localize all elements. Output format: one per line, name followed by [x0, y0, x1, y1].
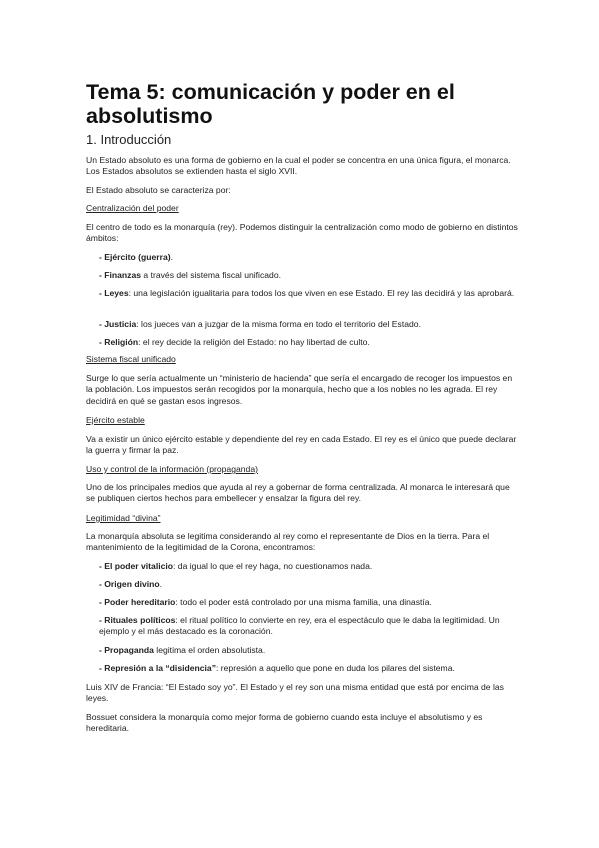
fiscal-paragraph: Surge lo que sería actualmente un “ministerio de hacienda” que sería el encargado de recoger los impuestos en la población. Los impuestos serán recogidos por la monarquía, hecho que a los nobles no les agrada. El rey decidirá en qué se gastan esos ingresos.	[86, 373, 513, 406]
list-item: - Represión a la “disidencia”: represión a aquello que pone en duda los pilares del sistema.	[99, 663, 455, 673]
list-item: - Ejército (guerra).	[99, 252, 174, 262]
intro-paragraph: Un Estado absoluto es una forma de gobierno en la cual el poder se concentra en una única figura, el monarca. Los Estados absolutos se extienden hasta el siglo XVII.	[86, 155, 511, 177]
list-item: - Poder hereditario: todo el poder está controlado por una misma familia, una dinastía.	[99, 597, 432, 607]
subheading-ejercito: Ejército estable	[86, 415, 145, 425]
intro-line: El Estado absoluto se caracteriza por:	[86, 185, 231, 195]
informacion-paragraph: Uno de los principales medios que ayuda al rey a gobernar de forma centralizada. Al monarca le interesará que se publiquen ciertos hechos para embellecer y ensalzar la figura del rey.	[86, 482, 510, 504]
list-item: - El poder vitalicio: da igual lo que el rey haga, no cuestionamos nada.	[99, 561, 373, 571]
subheading-informacion: Uso y control de la información (propaganda)	[86, 464, 258, 474]
bossuet-paragraph: Bossuet considera la monarquía como mejor forma de gobierno cuando esta incluye el absolutismo y es hereditaria.	[86, 712, 483, 734]
list-item: - Rituales políticos: el ritual político lo convierte en rey, era el espectáculo que le daba la legitimidad. Un ejemplo y el más destacado es la coronación.	[99, 615, 500, 637]
page-title: Tema 5: comunicación y poder en el absolutismo	[86, 80, 455, 128]
list-item: - Leyes: una legislación igualitaria para todos los que viven en ese Estado. El rey las decidirá y las aprobará.	[99, 288, 515, 298]
subheading-centralizacion: Centralización del poder	[86, 203, 179, 213]
ejercito-paragraph: Va a existir un único ejército estable y dependiente del rey en cada Estado. El rey es el único que puede declarar la guerra y firmar la paz.	[86, 434, 517, 456]
centralizacion-paragraph: El centro de todo es la monarquía (rey). Podemos distinguir la centralización como modo de gobierno en distintos ámbitos:	[86, 222, 518, 244]
list-item: - Propaganda legitima el orden absolutista.	[99, 645, 266, 655]
subheading-legitimidad: Legitimidad “divina”	[86, 513, 161, 523]
section-heading: 1. Introducción	[86, 132, 172, 147]
list-item: - Religión: el rey decide la religión del Estado: no hay libertad de culto.	[99, 337, 370, 347]
legitimidad-paragraph: La monarquía absoluta se legitima considerando al rey como el representante de Dios en la tierra. Para el mantenimiento de la legitimidad de la Corona, encontramos:	[86, 531, 490, 553]
subheading-fiscal: Sistema fiscal unificado	[86, 354, 176, 364]
list-item: - Justicia: los jueces van a juzgar de la misma forma en todo el territorio del Estado.	[99, 319, 421, 329]
luis-paragraph: Luis XIV de Francia: “El Estado soy yo”. El Estado y el rey son una misma entidad que está por encima de las leyes.	[86, 682, 504, 704]
list-item: - Finanzas a través del sistema fiscal unificado.	[99, 270, 281, 280]
list-item: - Origen divino.	[99, 579, 163, 589]
